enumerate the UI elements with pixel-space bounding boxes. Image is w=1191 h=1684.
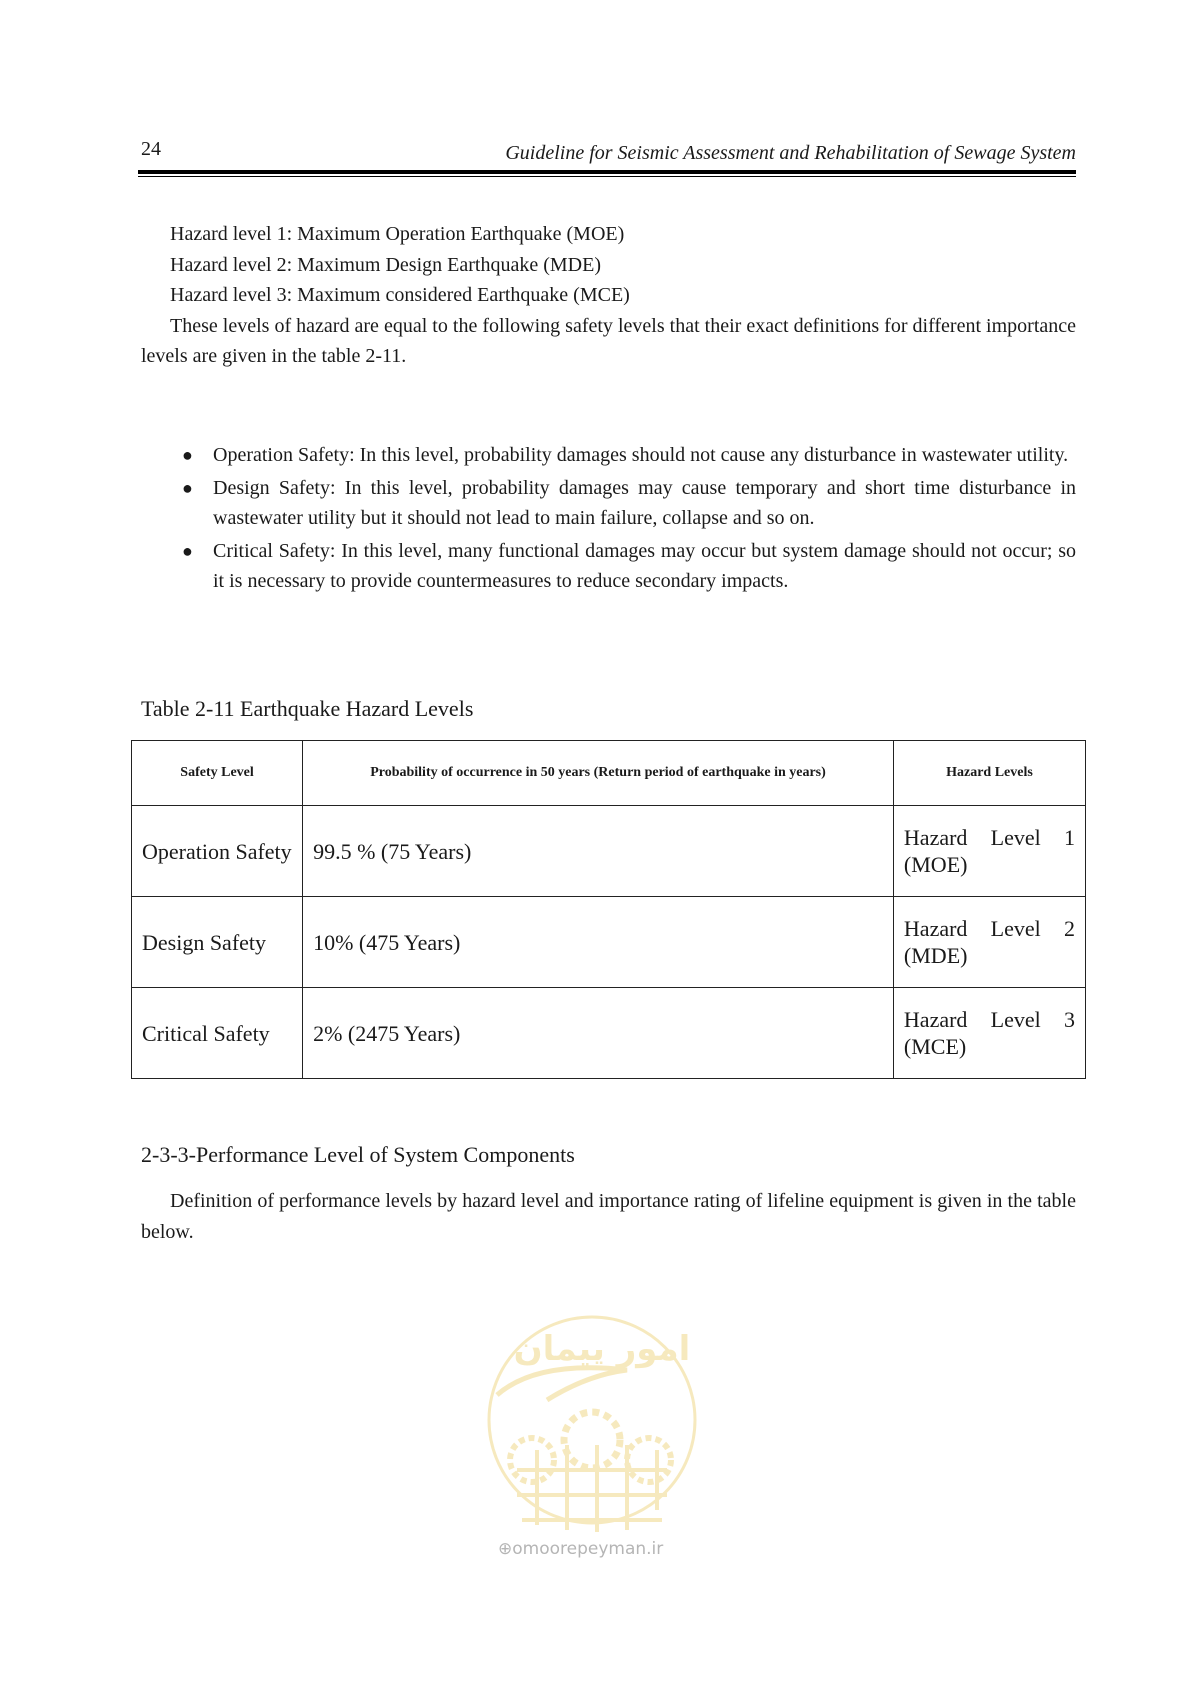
running-title: Guideline for Seismic Assessment and Rehabilitation of Sewage System — [505, 142, 1076, 164]
cell-safety-level: Operation Safety — [132, 806, 303, 897]
cell-safety-level: Design Safety — [132, 897, 303, 988]
table-header-row — [132, 741, 1086, 806]
cell-hazard-level: Hazard Level 3 (MCE) — [893, 988, 1085, 1079]
bullet-dot-icon: ● — [182, 477, 193, 498]
cell-probability: 10% (475 Years) — [303, 897, 894, 988]
bullet-design-safety — [141, 473, 1076, 534]
header-hazard-levels: Hazard Levels — [893, 741, 1085, 806]
hazard-level-3: Hazard level 3: Maximum considered Earthquake (MCE) — [170, 284, 630, 306]
watermark-gear-right — [627, 1438, 671, 1482]
bullet-text: Operation Safety: In this level, probability damages should not cause any disturbance in wastewater utility. — [213, 444, 1069, 466]
bullet-text: Design Safety: In this level, probability damages may cause temporary and short time disturbance in wastewater utility but it should not lead to main failure, collapse and so on. — [213, 476, 1076, 529]
cell-safety-level: Critical Safety — [132, 988, 303, 1079]
bullet-critical-safety — [141, 536, 1076, 597]
bullet-text: Critical Safety: In this level, many functional damages may occur but system damage should not occur; so it is necessary to provide countermeasures to reduce secondary impacts. — [213, 539, 1076, 592]
header-rule-thin — [138, 176, 1076, 177]
cell-probability: 99.5 % (75 Years) — [303, 806, 894, 897]
cell-hazard-level: Hazard Level 1 (MOE) — [893, 806, 1085, 897]
intro-paragraph: These levels of hazard are equal to the following safety levels that their exact definitions for different importance levels are given in the table 2-11. — [141, 314, 1076, 367]
bullet-operation-safety — [141, 440, 1076, 471]
watermark-logo — [477, 1300, 707, 1570]
page-number: 24 — [141, 138, 161, 160]
section-paragraph: Definition of performance levels by hazard level and importance rating of lifeline equipment is given in the table below. — [141, 1190, 1076, 1243]
watermark-gear-left — [510, 1438, 554, 1482]
table-row — [132, 806, 1086, 897]
bullet-dot-icon: ● — [182, 445, 193, 465]
watermark-caption — [498, 1539, 663, 1559]
section-heading: 2-3-3-Performance Level of System Components — [141, 1142, 575, 1167]
table-row — [132, 988, 1086, 1079]
hazard-level-1: Hazard level 1: Maximum Operation Earthquake (MOE) — [170, 223, 625, 245]
globe-icon: ⊕ — [498, 1539, 513, 1559]
watermark-grid — [517, 1445, 667, 1532]
bullet-dot-icon: ● — [182, 540, 193, 561]
table-caption: Table 2-11 Earthquake Hazard Levels — [141, 696, 474, 721]
table-row — [132, 897, 1086, 988]
hazard-levels-table — [131, 740, 1086, 1079]
header-safety-level: Safety Level — [132, 741, 303, 806]
hazard-level-list — [141, 219, 1076, 372]
section-paragraph-block — [141, 1186, 1076, 1247]
hazard-level-2: Hazard level 2: Maximum Design Earthquake (MDE) — [170, 253, 601, 276]
cell-hazard-level: Hazard Level 2 (MDE) — [893, 897, 1085, 988]
watermark-logo-text: امور پیمان — [513, 1329, 691, 1369]
watermark-gear-center — [564, 1412, 620, 1468]
header-rule-thick — [138, 170, 1076, 174]
header-probability: Probability of occurrence in 50 years (Return period of earthquake in years) — [303, 741, 894, 806]
watermark-caption-text: omoorepeyman.ir — [512, 1539, 664, 1559]
safety-bullet-list — [141, 440, 1076, 599]
watermark-swoosh — [497, 1368, 627, 1400]
cell-probability: 2% (2475 Years) — [303, 988, 894, 1079]
